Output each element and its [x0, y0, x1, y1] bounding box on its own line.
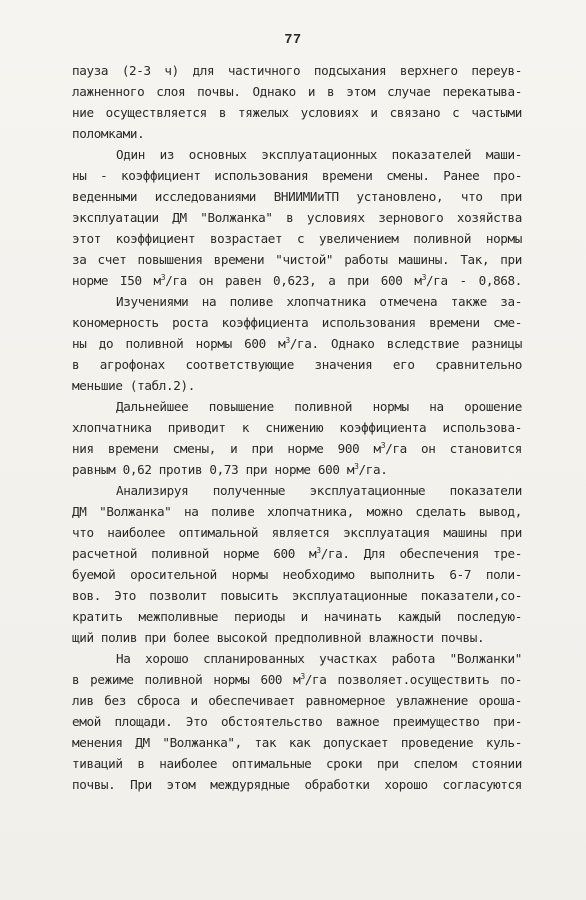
- text-line: [72, 627, 522, 648]
- line-text: /га - 0,868.: [426, 273, 522, 288]
- line-text: /га он становится: [385, 441, 522, 456]
- line-text: веденными исследованиями ВНИИМИиТП установлено, что при: [72, 189, 522, 204]
- line-text: ния времени смены, и при норме 900 м: [72, 441, 381, 456]
- superscript: 3: [160, 273, 166, 282]
- line-text: буемой оросительной нормы необходимо выполнить 6-7 поли-: [72, 567, 522, 582]
- text-line: [72, 438, 522, 459]
- line-text: этот коэффициент возрастает с увеличением поливной нормы: [72, 231, 522, 246]
- text-line: [72, 228, 522, 249]
- text-line: [72, 690, 522, 711]
- line-text: за счет повышения времени "чистой" работы машины. Так, при: [72, 252, 522, 267]
- line-text: тиваций в наиболее оптимальные сроки при спелом стоянии: [72, 756, 522, 771]
- line-text: ДМ "Волжанка" на поливе хлопчатника, можно сделать вывод,: [72, 504, 522, 519]
- text-line: [72, 165, 522, 186]
- text-line: [72, 753, 522, 774]
- superscript: 3: [380, 441, 386, 450]
- text-line: [72, 354, 522, 375]
- superscript: 3: [316, 546, 321, 555]
- line-text: На хорошо спланированных участках работа "Волжанки": [116, 651, 522, 666]
- text-line: [72, 249, 522, 270]
- line-text: /га. Для обеспечения тре-: [320, 546, 522, 561]
- text-line: [72, 291, 522, 312]
- line-text: в агрофонах соответствующие значения его сравнительно: [72, 357, 522, 372]
- line-text: Изучениями на поливе хлопчатника отмечена также за-: [116, 294, 522, 309]
- line-text: почвы. При этом междурядные обработки хорошо согласуются: [72, 777, 522, 792]
- text-line: [72, 60, 522, 81]
- text-line: [72, 522, 522, 543]
- text-line: [72, 417, 522, 438]
- line-text: пауза (2-3 ч) для частичного подсыхания верхнего переув-: [72, 63, 522, 78]
- line-text: равным 0,62 против 0,73 при норме 600 м: [72, 462, 355, 477]
- superscript: 3: [300, 672, 305, 681]
- line-text: что наиболее оптимальной является эксплуатация машины при: [72, 525, 522, 540]
- line-text: хлопчатника приводит к снижению коэффициента использова-: [72, 420, 522, 435]
- line-text: емой площади. Это обстоятельство важное преимущество при-: [72, 714, 522, 729]
- text-line: [72, 564, 522, 585]
- line-text: менения ДМ "Волжанка", так как допускает проведение куль-: [72, 735, 522, 750]
- body-text: [72, 60, 522, 795]
- line-text: /га. Однако вследствие разницы: [289, 336, 522, 351]
- line-text: щий полив при более высокой предполивной влажности почвы.: [72, 630, 485, 645]
- line-text: лажненного слоя почвы. Однако и в этом случае перекатыва-: [72, 84, 522, 99]
- text-line: [72, 711, 522, 732]
- text-line: [72, 144, 522, 165]
- text-line: [72, 81, 522, 102]
- text-line: [72, 270, 522, 291]
- line-text: расчетной поливной норме 600 м: [72, 546, 317, 561]
- line-text: лив без сброса и обеспечивает равномерное увлажнение ороша-: [72, 693, 522, 708]
- line-text: кратить межполивные периоды и начинать каждый последую-: [72, 609, 522, 624]
- text-line: [72, 543, 522, 564]
- line-text: Один из основных эксплуатационных показателей маши-: [116, 147, 522, 162]
- text-line: [72, 648, 522, 669]
- line-text: ние осуществляется в тяжелых условиях и связано с частыми: [72, 105, 522, 120]
- line-text: Дальнейшее повышение поливной нормы на орошение: [116, 399, 522, 414]
- line-text: в режиме поливной нормы 600 м: [72, 672, 301, 687]
- superscript: 3: [285, 336, 290, 345]
- line-text: /га позволяет.осуществить по-: [304, 672, 523, 687]
- line-text: норме I50 м: [72, 273, 161, 288]
- page-number: 77: [284, 33, 302, 48]
- text-line: [72, 312, 522, 333]
- text-line: [72, 732, 522, 753]
- text-line: [72, 333, 522, 354]
- text-line: [72, 669, 522, 690]
- line-text: /га.: [358, 462, 388, 477]
- line-text: Анализируя полученные эксплуатационные показатели: [116, 483, 522, 498]
- line-text: кономерность роста коэффициента использования времени сме-: [72, 315, 522, 330]
- text-line: [72, 207, 522, 228]
- line-text: эксплуатации ДМ "Волжанка" в условиях зернового хозяйства: [72, 210, 522, 225]
- text-line: [72, 480, 522, 501]
- text-line: [72, 102, 522, 123]
- line-text: меньшие (табл.2).: [72, 378, 195, 393]
- text-line: [72, 774, 522, 795]
- line-text: ны - коэффициент использования времени смены. Ранее про-: [72, 168, 522, 183]
- superscript: 3: [421, 273, 427, 282]
- line-text: вов. Это позволит повысить эксплуатационные показатели,со-: [72, 588, 522, 603]
- line-text: поломками.: [72, 126, 145, 141]
- text-line: [72, 606, 522, 627]
- text-line: [72, 186, 522, 207]
- text-line: [72, 375, 522, 396]
- text-line: [72, 501, 522, 522]
- line-text: ны до поливной нормы 600 м: [72, 336, 286, 351]
- superscript: 3: [354, 462, 359, 471]
- text-line: [72, 123, 522, 144]
- text-line: [72, 396, 522, 417]
- text-line: [72, 459, 522, 480]
- text-line: [72, 585, 522, 606]
- line-text: /га он равен 0,623, а при 600 м: [165, 273, 422, 288]
